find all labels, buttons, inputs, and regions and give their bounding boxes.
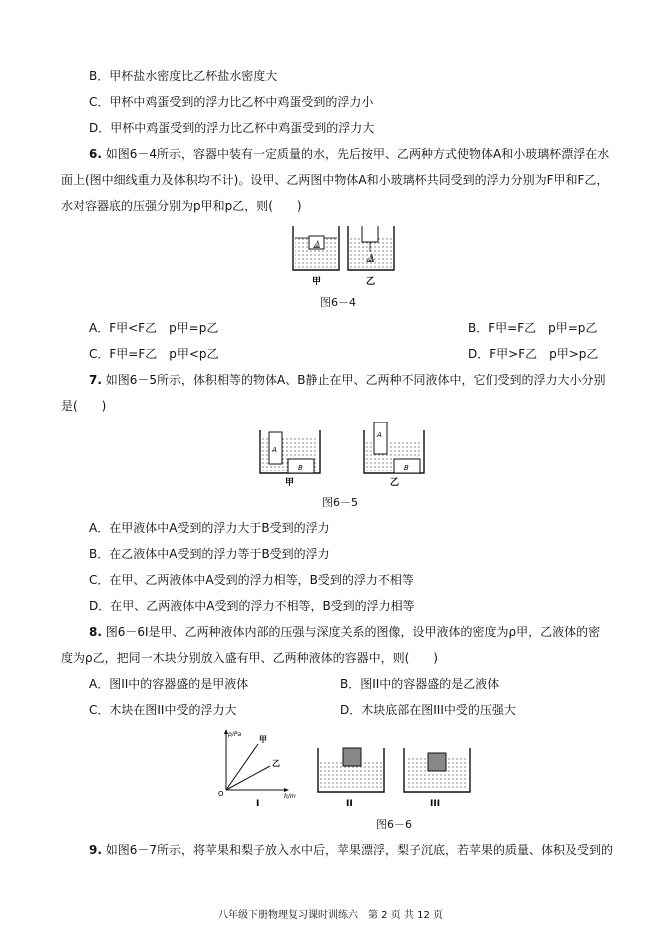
q6-stem-line2: 面上(图中细线重力及体积均不计)。设甲、乙两图中物体A和小玻璃杯共同受到的浮力分别为F甲和F乙， bbox=[61, 173, 609, 187]
q7-option-b: B．在乙液体中A受到的浮力等于B受到的浮力 bbox=[89, 547, 330, 561]
line-yi bbox=[226, 766, 270, 790]
q6-number: 6. bbox=[89, 147, 102, 161]
figure-6-4 bbox=[286, 222, 398, 290]
graph-i bbox=[218, 729, 296, 809]
q7-stem-line2: 是( ) bbox=[61, 399, 107, 413]
origin-label: O bbox=[218, 790, 224, 798]
container-yi bbox=[364, 422, 424, 473]
q7-option-c: C．在甲、乙两液体中A受到的浮力相等，B受到的浮力不相等 bbox=[89, 573, 414, 587]
q8-stem-line1 bbox=[89, 624, 600, 640]
label-yi: 乙 bbox=[366, 277, 376, 287]
label-ii: II bbox=[346, 799, 353, 809]
axis-x-label: h/m bbox=[284, 793, 296, 800]
line-yi-label: 乙 bbox=[272, 759, 280, 768]
container-yi bbox=[348, 226, 394, 270]
q9-text-line1: 如图6－7所示，将苹果和梨子放入水中后，苹果漂浮，梨子沉底，若苹果的质量、体积及受到的 bbox=[105, 843, 614, 857]
q7-option-a: A．在甲液体中A受到的浮力大于B受到的浮力 bbox=[89, 521, 330, 535]
q6-option-a: A．F甲<F乙 p甲=p乙 bbox=[89, 321, 219, 335]
figure-6-4-caption: 图6－4 bbox=[320, 296, 356, 309]
label-i: I bbox=[256, 799, 260, 809]
block-a-label-2: A bbox=[377, 431, 382, 439]
container-jia bbox=[260, 430, 320, 473]
label-jia: 甲 bbox=[312, 277, 322, 287]
q8-number: 8. bbox=[89, 625, 102, 639]
block-b-label: B bbox=[298, 464, 303, 472]
q7-stem-line1 bbox=[89, 372, 605, 388]
container-ii bbox=[318, 748, 384, 809]
q8-option-a: A．图II中的容器盛的是甲液体 bbox=[89, 677, 249, 691]
axis-y-label: p/Pa bbox=[228, 731, 242, 738]
figure-6-6 bbox=[212, 726, 482, 810]
block-b-label-2: B bbox=[404, 464, 409, 472]
q5-option-d: D．甲杯中鸡蛋受到的浮力比乙杯中鸡蛋受到的浮力大 bbox=[89, 121, 375, 135]
q5-option-b: B．甲杯盐水密度比乙杯盐水密度大 bbox=[89, 69, 278, 83]
figure-6-5 bbox=[254, 422, 434, 490]
line-jia-label: 甲 bbox=[259, 735, 267, 744]
q8-option-c: C．木块在图II中受的浮力大 bbox=[89, 703, 237, 717]
q6-stem-line1 bbox=[89, 146, 609, 162]
q7-option-d: D．在甲、乙两液体中A受到的浮力不相等，B受到的浮力相等 bbox=[89, 599, 415, 613]
q6-option-d: D．F甲>F乙 p甲>p乙 bbox=[468, 347, 599, 361]
q7-text-line1: 如图6－5所示，体积相等的物体A、B静止在甲、乙两种不同液体中，它们受到的浮力大小分别 bbox=[105, 373, 606, 387]
block-a-label: A bbox=[272, 446, 277, 454]
q6-option-b: B．F甲=F乙 p甲=p乙 bbox=[468, 321, 598, 335]
object-a-label-2: A bbox=[368, 256, 373, 263]
figure-6-6-caption: 图6－6 bbox=[376, 818, 412, 831]
page-footer: 八年级下册物理复习课时训练六 第 2 页 共 12 页 bbox=[218, 910, 443, 921]
container-iii bbox=[404, 748, 470, 809]
q6-stem-line3: 水对容器底的压强分别为p甲和p乙，则( ) bbox=[61, 199, 302, 213]
q9-stem-line1 bbox=[89, 842, 613, 858]
label-jia: 甲 bbox=[285, 478, 295, 488]
figure-6-5-caption: 图6－5 bbox=[322, 496, 358, 509]
q8-stem-line2: 度为ρ乙，把同一木块分别放入盛有甲、乙两种液体的容器中，则( ) bbox=[61, 651, 438, 665]
label-iii: III bbox=[430, 799, 441, 809]
label-yi: 乙 bbox=[390, 478, 400, 488]
q9-number: 9. bbox=[89, 843, 102, 857]
q6-text-line1: 如图6－4所示，容器中装有一定质量的水，先后按甲、乙两种方式使物体A和小玻璃杯漂浮在水 bbox=[105, 147, 610, 161]
q8-option-d: D．木块底部在图III中受的压强大 bbox=[340, 703, 516, 717]
q5-option-c: C．甲杯中鸡蛋受到的浮力比乙杯中鸡蛋受到的浮力小 bbox=[89, 95, 374, 109]
container-jia bbox=[293, 226, 339, 270]
q8-text-line1: 图6－6Ⅰ是甲、乙两种液体内部的压强与深度关系的图像，设甲液体的密度为ρ甲，乙液体的密 bbox=[105, 625, 601, 639]
line-jia bbox=[226, 744, 258, 790]
q8-option-b: B．图II中的容器盛的是乙液体 bbox=[340, 677, 500, 691]
q7-number: 7. bbox=[89, 373, 102, 387]
q6-option-c: C．F甲=F乙 p甲<p乙 bbox=[89, 347, 219, 361]
object-a-label: A bbox=[315, 242, 320, 249]
